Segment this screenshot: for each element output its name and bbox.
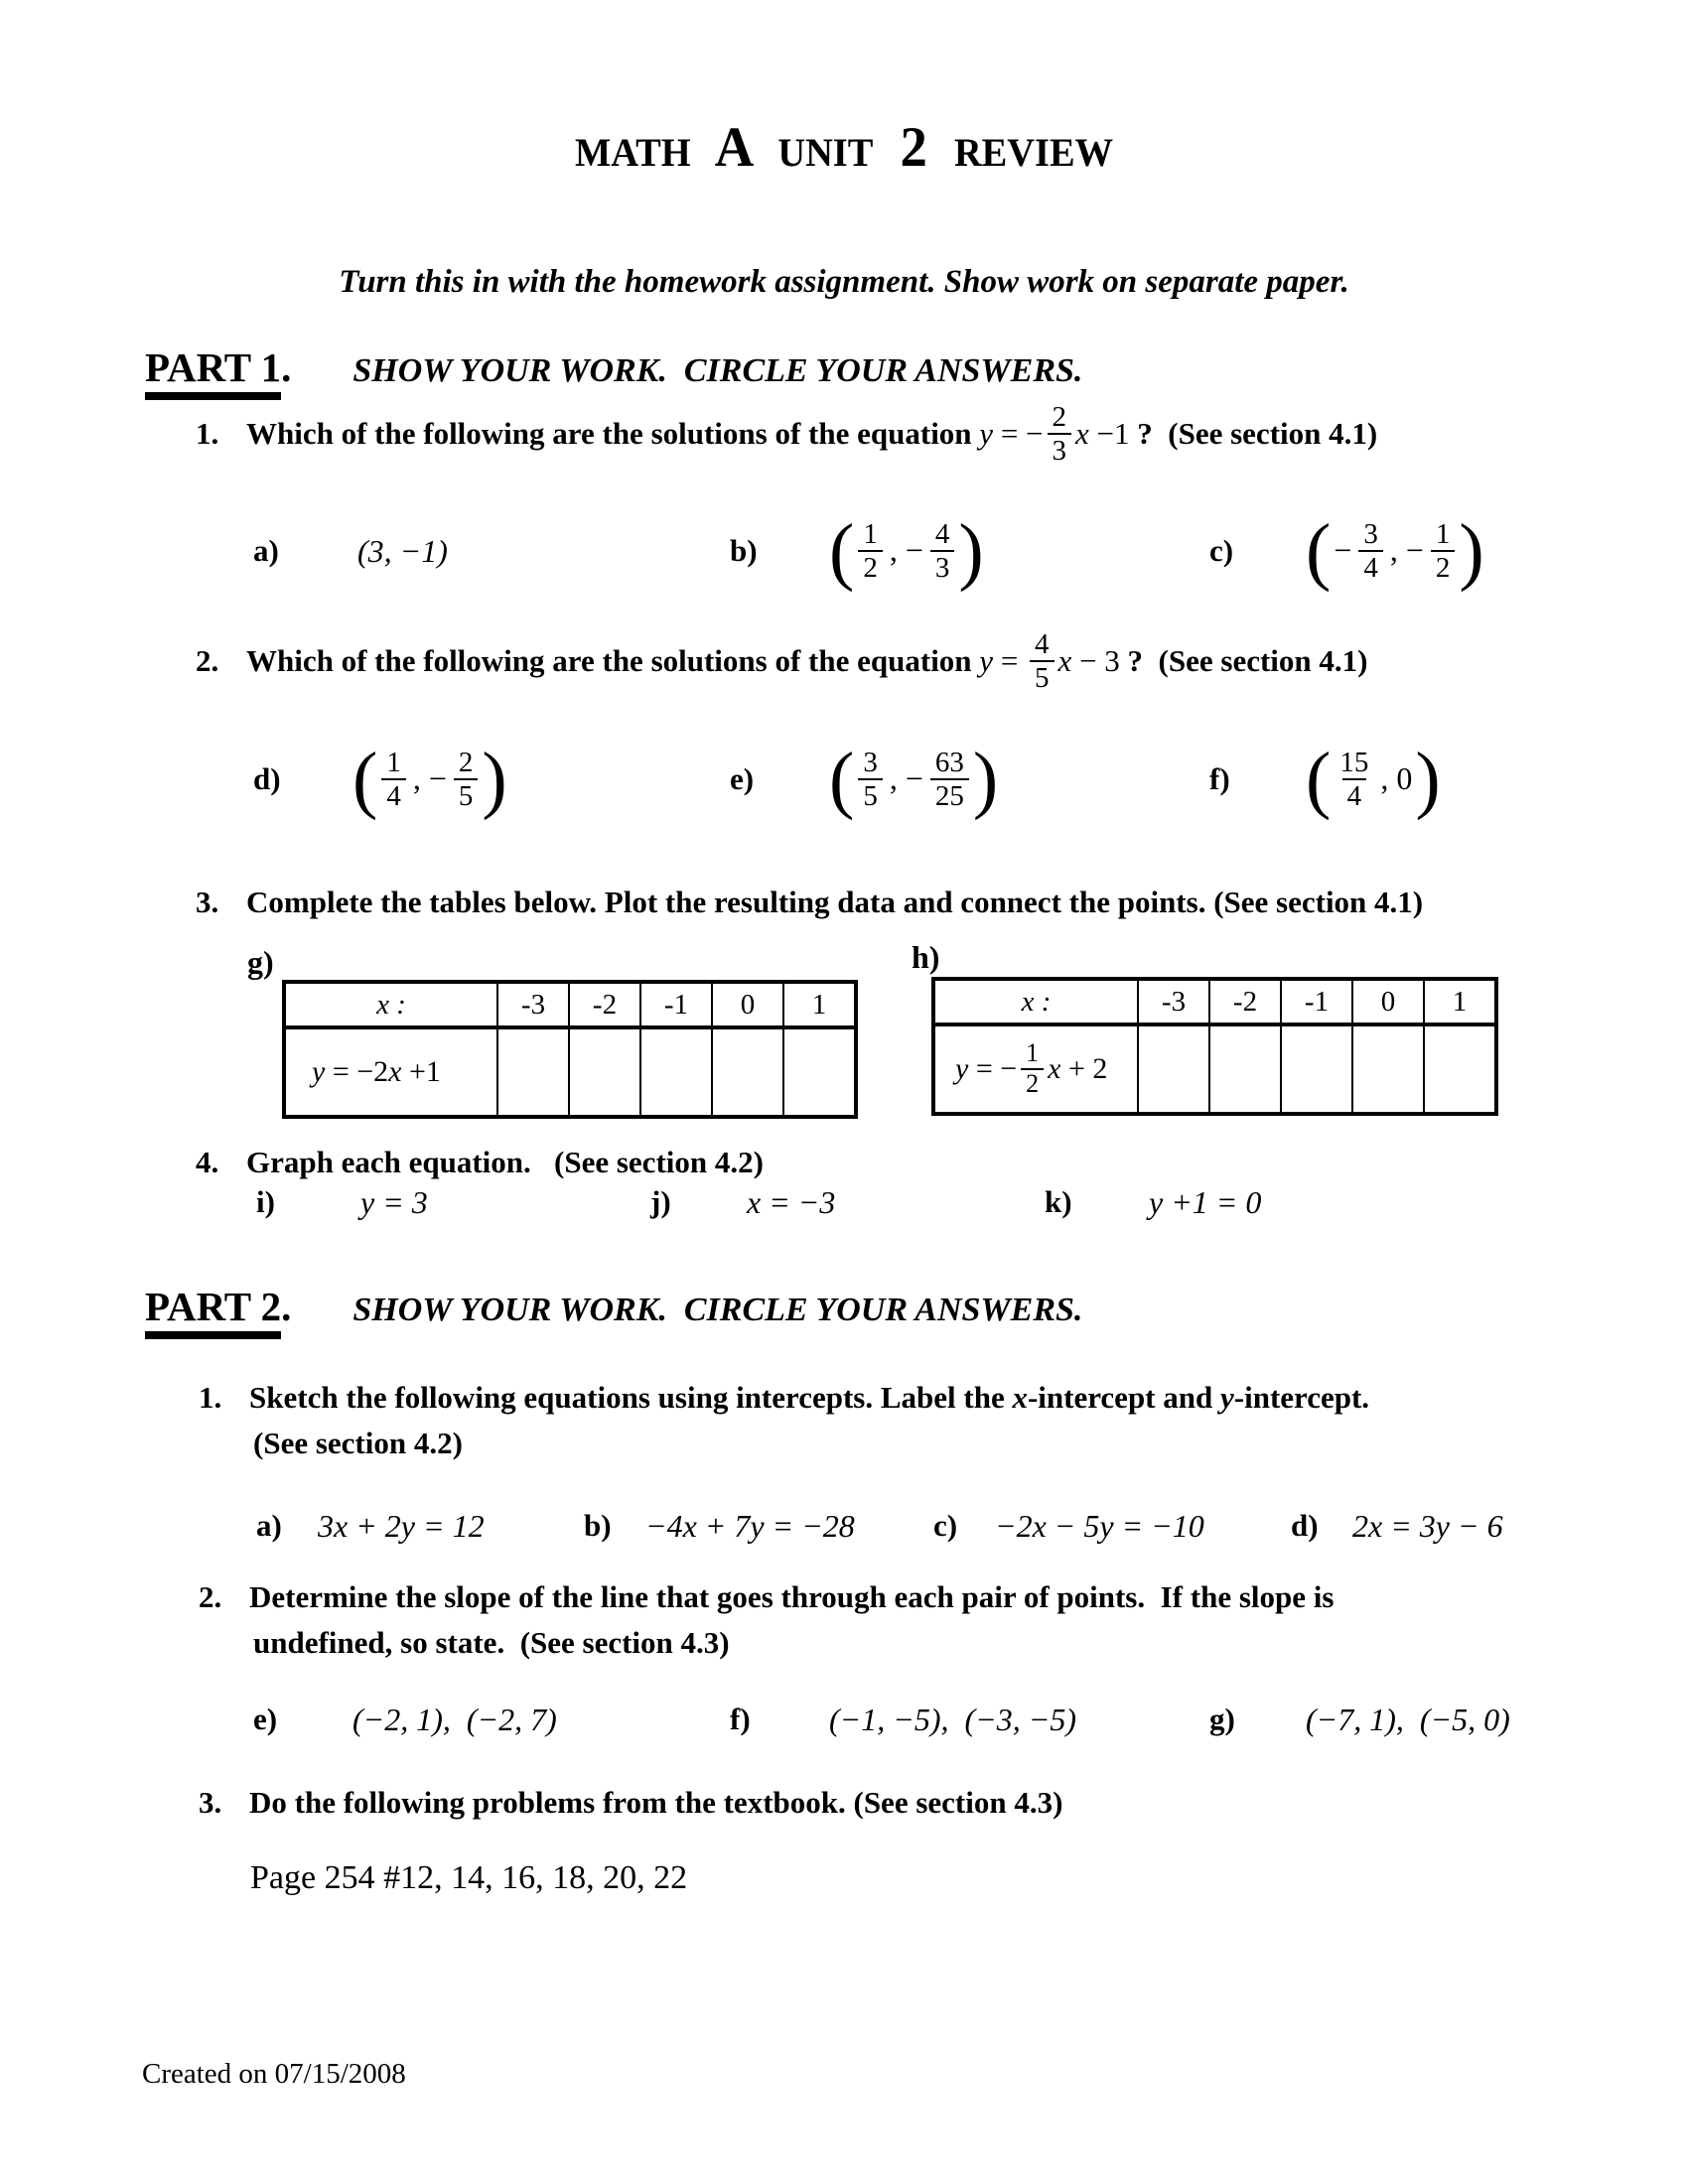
table-h-label: h) <box>912 939 940 975</box>
fraction-numerator: 1 <box>1435 517 1451 550</box>
part2-question-3 <box>199 1785 1062 1821</box>
fraction-numerator: 2 <box>458 746 474 778</box>
fraction <box>858 518 883 585</box>
fraction-numerator: 1 <box>1026 1038 1040 1068</box>
option-value <box>1306 508 1484 593</box>
fraction <box>858 747 883 813</box>
created-date-footer: Created on 07/15/2008 <box>142 2058 406 2090</box>
close-paren: ) <box>1415 737 1441 821</box>
table-h-empty-cell <box>1209 1024 1281 1114</box>
option-value: (3, −1) <box>357 532 448 569</box>
fraction <box>454 747 479 813</box>
equation-tail: − 3 <box>1071 643 1128 678</box>
table-h-equation <box>933 1024 1138 1114</box>
option-d <box>1291 1499 1503 1553</box>
option-label: d) <box>1291 1508 1319 1543</box>
pair-separator: , − <box>412 760 447 797</box>
part1-instructions: SHOW YOUR WORK. CIRCLE YOUR ANSWERS. <box>352 352 1083 389</box>
option-value: 3x + 2y = 12 <box>318 1507 485 1544</box>
option-value <box>829 737 999 821</box>
equation-var-y: y <box>955 1052 969 1085</box>
question-text: Sketch the following equations using intercepts. Label the <box>249 1380 1013 1415</box>
table-h-empty-cell <box>1138 1024 1209 1114</box>
table-g-header-value: -3 <box>497 982 569 1027</box>
table-g-empty-cell <box>640 1027 712 1117</box>
open-paren: ( <box>829 508 855 593</box>
part1-label: PART 1 <box>145 343 281 400</box>
question-text: Determine the slope of the line that goes through each pair of points. If the slope is <box>249 1579 1335 1614</box>
fraction <box>1431 518 1456 585</box>
part2-question-1-line2 <box>253 1426 463 1461</box>
option-i <box>256 1179 428 1225</box>
see-section-note: ? (See section 4.1) <box>1127 643 1368 678</box>
fraction <box>1335 747 1373 813</box>
part1-question-4 <box>196 1145 764 1180</box>
question-text: Graph each equation. (See section 4.2) <box>246 1145 764 1179</box>
table-g-header-x: x : <box>284 982 497 1027</box>
fraction-denominator: 5 <box>858 778 883 812</box>
equation-var-x: x <box>388 1055 402 1088</box>
option-label: a) <box>256 1508 282 1543</box>
equation-tail: + 2 <box>1060 1052 1108 1085</box>
question-number: 2. <box>199 1579 222 1614</box>
fraction-numerator: 3 <box>863 746 878 778</box>
fraction-denominator: 4 <box>381 778 406 812</box>
table-h-header-row <box>933 979 1496 1024</box>
table-h-header-value: 1 <box>1424 979 1496 1024</box>
table-h <box>931 977 1498 1116</box>
table-h-header-value: -3 <box>1138 979 1209 1024</box>
question-number: 3. <box>196 885 219 919</box>
equation-relation: = <box>993 643 1027 678</box>
option-value: y = 3 <box>360 1183 428 1220</box>
fraction <box>930 747 969 813</box>
option-a <box>253 499 448 603</box>
fraction-denominator: 4 <box>1342 778 1367 812</box>
fraction-denominator: 5 <box>454 778 479 812</box>
page-subtitle: Turn this in with the homework assignment. Show work on separate paper. <box>339 264 1349 300</box>
part2-q2-options <box>0 1693 1688 1746</box>
part1-q4-options <box>0 1179 1688 1225</box>
see-section-note: (See section 4.2) <box>253 1426 463 1460</box>
page-title: math A unit 2 review <box>575 116 1113 179</box>
fraction-numerator: 1 <box>386 746 401 778</box>
question-text: undefined, so state. (See section 4.3) <box>253 1625 730 1660</box>
part1-question-3 <box>196 885 1423 920</box>
table-g-header-value: 0 <box>712 982 783 1027</box>
open-paren: ( <box>1306 737 1332 821</box>
question-text: -intercept. <box>1233 1380 1370 1415</box>
equation-relation: = − <box>968 1052 1018 1085</box>
table-g-equation <box>284 1027 497 1117</box>
equation-mid: = −2 <box>325 1055 389 1088</box>
table-h-empty-cell <box>1352 1024 1424 1114</box>
option-f <box>1209 728 1441 831</box>
table-h-header-value: -1 <box>1281 979 1352 1024</box>
table-g <box>282 980 858 1119</box>
option-value <box>829 508 984 593</box>
table-h-header-value: 0 <box>1352 979 1424 1024</box>
option-value: (−7, 1), (−5, 0) <box>1306 1701 1510 1737</box>
option-d <box>253 728 507 831</box>
fraction-denominator: 3 <box>930 550 955 584</box>
equation-with-fraction <box>935 1039 1137 1098</box>
close-paren: ) <box>958 508 984 593</box>
close-paren: ) <box>972 737 999 821</box>
close-paren: ) <box>1459 508 1484 593</box>
part2-q1-options <box>0 1499 1688 1553</box>
fraction <box>930 518 955 585</box>
table-g-empty-cell <box>569 1027 640 1117</box>
equation-relation: = − <box>993 416 1044 451</box>
table-g-header-row <box>284 982 856 1027</box>
table-h-empty-cell <box>1281 1024 1352 1114</box>
fraction-denominator: 4 <box>1358 550 1383 584</box>
option-value <box>352 737 507 821</box>
fraction-denominator: 5 <box>1030 660 1055 694</box>
option-e <box>253 1693 557 1746</box>
option-a <box>256 1499 485 1553</box>
part2-question-2 <box>199 1579 1334 1615</box>
part1-q2-options <box>0 728 1688 831</box>
textbook-page-reference: Page 254 #12, 14, 16, 18, 20, 22 <box>250 1859 688 1896</box>
option-value <box>1306 737 1441 821</box>
table-g-empty-cell <box>712 1027 783 1117</box>
equation-fraction <box>1048 401 1072 468</box>
fraction-numerator: 3 <box>1363 517 1378 550</box>
table-h-header-value: -2 <box>1209 979 1281 1024</box>
option-b <box>584 1499 855 1553</box>
fraction-numerator: 4 <box>1035 627 1050 660</box>
equation-tail: −1 <box>1088 416 1138 451</box>
option-label: c) <box>1209 533 1234 568</box>
italic-y: y <box>1220 1380 1234 1415</box>
fraction-numerator: 63 <box>934 746 964 778</box>
equation-var-y: y <box>979 643 994 678</box>
equation-var-x: x <box>1075 416 1089 451</box>
option-k <box>1045 1179 1261 1225</box>
option-label: g) <box>1209 1702 1235 1736</box>
question-text: Which of the following are the solutions of the equation <box>246 416 980 451</box>
equation-var-x: x <box>1048 1052 1061 1085</box>
option-f <box>730 1693 1076 1746</box>
equation-var-y: y <box>979 416 994 451</box>
question-number: 1. <box>199 1380 222 1415</box>
equation-var-x: x <box>1057 643 1072 678</box>
part2-label: PART 2 <box>145 1283 281 1339</box>
fraction-numerator: 2 <box>1052 400 1067 433</box>
option-value: (−1, −5), (−3, −5) <box>829 1701 1076 1737</box>
option-label: e) <box>730 761 755 796</box>
open-paren: ( <box>1306 508 1332 593</box>
italic-x: x <box>1012 1380 1028 1415</box>
table-g-header-value: -1 <box>640 982 712 1027</box>
part2-instructions: SHOW YOUR WORK. CIRCLE YOUR ANSWERS. <box>352 1292 1083 1328</box>
pair-separator: , − <box>889 532 923 569</box>
part1-question-2 <box>196 617 1367 705</box>
fraction-denominator: 2 <box>1021 1068 1044 1099</box>
part2-question-1 <box>199 1380 1369 1416</box>
open-paren: ( <box>352 737 378 821</box>
option-c <box>1209 499 1484 603</box>
option-g <box>1209 1693 1510 1746</box>
close-paren: ) <box>482 737 507 821</box>
fraction-denominator: 2 <box>1431 550 1456 584</box>
fraction-numerator: 4 <box>934 517 950 550</box>
option-label: i) <box>256 1184 275 1219</box>
option-label: f) <box>1209 761 1230 796</box>
see-section-note: ? (See section 4.1) <box>1137 416 1378 451</box>
option-c <box>933 1499 1204 1553</box>
negative-sign: − <box>1334 532 1352 569</box>
table-h-header-x: x : <box>933 979 1138 1024</box>
option-label: e) <box>253 1702 278 1736</box>
option-label: d) <box>253 761 281 796</box>
option-value: −2x − 5y = −10 <box>995 1507 1204 1544</box>
fraction <box>381 747 406 813</box>
fraction-numerator: 15 <box>1339 746 1369 778</box>
table-g-header-value: -2 <box>569 982 640 1027</box>
option-value: (−2, 1), (−2, 7) <box>352 1701 557 1737</box>
table-g-empty-cell <box>783 1027 856 1117</box>
fraction <box>1358 518 1383 585</box>
table-h-empty-cell <box>1424 1024 1496 1114</box>
question-text: Which of the following are the solutions of the equation <box>246 643 980 678</box>
pair-separator: , − <box>889 760 923 797</box>
option-label: k) <box>1045 1184 1072 1219</box>
question-number: 3. <box>199 1785 222 1820</box>
part2-question-2-line2 <box>253 1625 730 1661</box>
option-value: −4x + 7y = −28 <box>645 1507 855 1544</box>
part1-period: . <box>281 344 292 390</box>
option-label: f) <box>730 1702 751 1736</box>
equation-fraction <box>1030 628 1055 695</box>
question-number: 2. <box>196 643 219 678</box>
question-text: Do the following problems from the textbook. (See section 4.3) <box>249 1785 1063 1820</box>
question-number: 4. <box>196 1145 219 1179</box>
question-text: -intercept and <box>1027 1380 1220 1415</box>
fraction-denominator: 25 <box>930 778 969 812</box>
fraction-numerator: 1 <box>863 517 878 550</box>
option-label: c) <box>933 1508 958 1543</box>
option-j <box>650 1179 835 1225</box>
part2-period: . <box>281 1284 292 1329</box>
part2-heading <box>145 1283 1082 1339</box>
question-number: 1. <box>196 416 219 451</box>
question-text: Complete the tables below. Plot the resulting data and connect the points. (See section 4.1) <box>246 885 1424 919</box>
fraction-denominator: 2 <box>858 550 883 584</box>
equation-tail: +1 <box>401 1055 441 1088</box>
open-paren: ( <box>829 737 855 821</box>
option-label: a) <box>253 533 279 568</box>
option-value: y +1 = 0 <box>1149 1183 1262 1220</box>
table-g-data-row <box>284 1027 856 1117</box>
option-b <box>730 499 984 603</box>
option-label: b) <box>584 1508 612 1543</box>
equation-var-y: y <box>312 1055 326 1088</box>
fraction-denominator: 3 <box>1048 433 1072 467</box>
option-label: j) <box>650 1184 671 1219</box>
table-g-empty-cell <box>497 1027 569 1117</box>
table-g-header-value: 1 <box>783 982 856 1027</box>
part1-q1-options <box>0 499 1688 603</box>
option-value: 2x = 3y − 6 <box>1352 1507 1503 1544</box>
option-e <box>730 728 998 831</box>
pair-separator: , − <box>1389 532 1424 569</box>
option-label: b) <box>730 533 758 568</box>
pair-separator: , 0 <box>1380 760 1413 797</box>
option-value: x = −3 <box>747 1183 836 1220</box>
part1-question-1 <box>196 390 1377 478</box>
table-h-data-row <box>933 1024 1496 1114</box>
fraction <box>1021 1039 1044 1098</box>
table-g-label: g) <box>247 944 274 980</box>
